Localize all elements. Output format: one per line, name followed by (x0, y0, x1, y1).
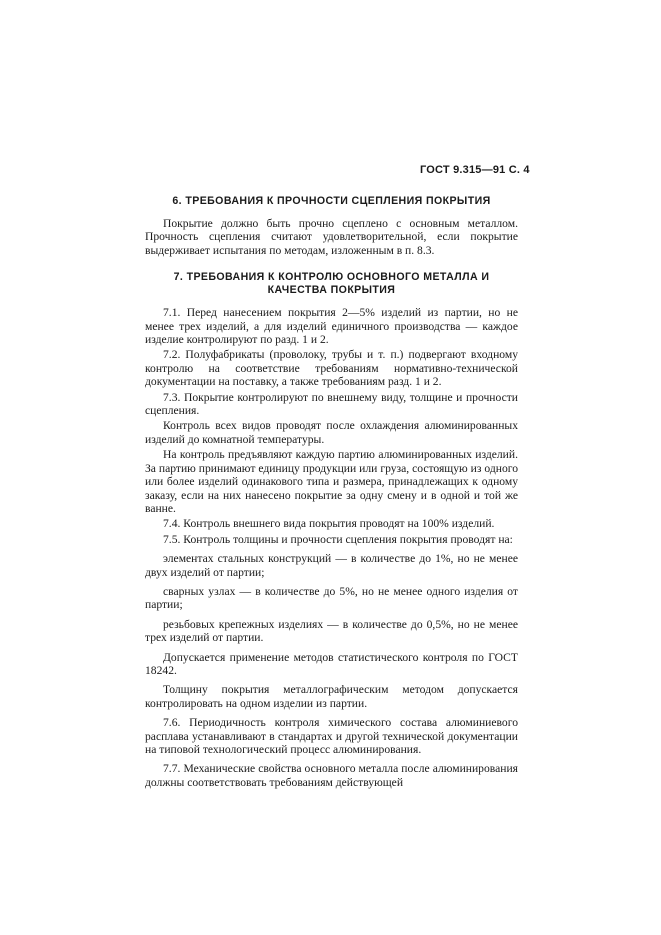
paragraph-control-cooling: Контроль всех видов проводят после охлаждения алюминированных изделий до комнатной температуры. (145, 419, 518, 446)
paragraph-metallographic: Толщину покрытия металлографическим методом допускается контролировать на одном изделии из партии. (145, 683, 518, 710)
section-7-title: 7. ТРЕБОВАНИЯ К КОНТРОЛЮ ОСНОВНОГО МЕТАЛЛА И КАЧЕСТВА ПОКРЫТИЯ (173, 271, 490, 297)
paragraph-7-3: 7.3. Покрытие контролируют по внешнему виду, толщине и прочности сцепления. (145, 390, 518, 418)
paragraph-statistical-control: Допускается применение методов статистического контроля по ГОСТ 18242. (145, 650, 518, 677)
section-6-paragraph: Покрытие должно быть прочно сцеплено с основным металлом. Прочность сцепления считают удовлетворительной, если покрытие выдерживает испытания по методам, изложенным в п. 8.3. (145, 217, 518, 257)
section-6-title: 6. ТРЕБОВАНИЯ К ПРОЧНОСТИ СЦЕПЛЕНИЯ ПОКРЫТИЯ (172, 195, 491, 207)
paragraph-7-7: 7.7. Механические свойства основного металла после алюминирования должны соответствовать требованиям действующей (145, 762, 518, 789)
paragraph-7-1: 7.1. Перед нанесением покрытия 2—5% изделий из партии, но не менее трех изделий, а для изделий единичного производства — каждое изделие контролируют по разд. 1 и 2. (145, 306, 518, 347)
page-header: ГОСТ 9.315—91 С. 4 (420, 164, 530, 176)
paragraph-welded-units: сварных узлах — в количестве до 5%, но не менее одного изделия от партии; (145, 584, 518, 612)
paragraph-7-4: 7.4. Контроль внешнего вида покрытия проводят на 100% изделий. (163, 517, 495, 531)
paragraph-7-2: 7.2. Полуфабрикаты (проволоку, трубы и т. п.) подвергают входному контролю на соответствие требованиям нормативно-технической документации на поставку, а также требованиям разд. 1 и 2. (145, 348, 518, 389)
paragraph-batch-definition: На контроль предъявляют каждую партию алюминированных изделий. За партию принимают единицу продукции или груза, состоящую из одного или более изделий одинакового типа и размера, принадлежащих к одному заказу, если на них нанесено покрытие за одну смену и в одной и той же ванне. (145, 448, 518, 515)
paragraph-threaded-fasteners: резьбовых крепежных изделиях — в количестве до 0,5%, но не менее трех изделий от партии. (145, 617, 518, 645)
paragraph-steel-structures: элементах стальных конструкций — в количестве до 1%, но не менее двух изделий от партии; (145, 552, 518, 579)
paragraph-7-5: 7.5. Контроль толщины и прочности сцепления покрытия проводят на: (163, 532, 513, 546)
document-body (145, 195, 518, 791)
paragraph-7-6: 7.6. Периодичность контроля химического состава алюминиевого расплава устанавливают в стандартах и другой технической документации на типовой технологический процесс алюминирования. (145, 716, 518, 756)
